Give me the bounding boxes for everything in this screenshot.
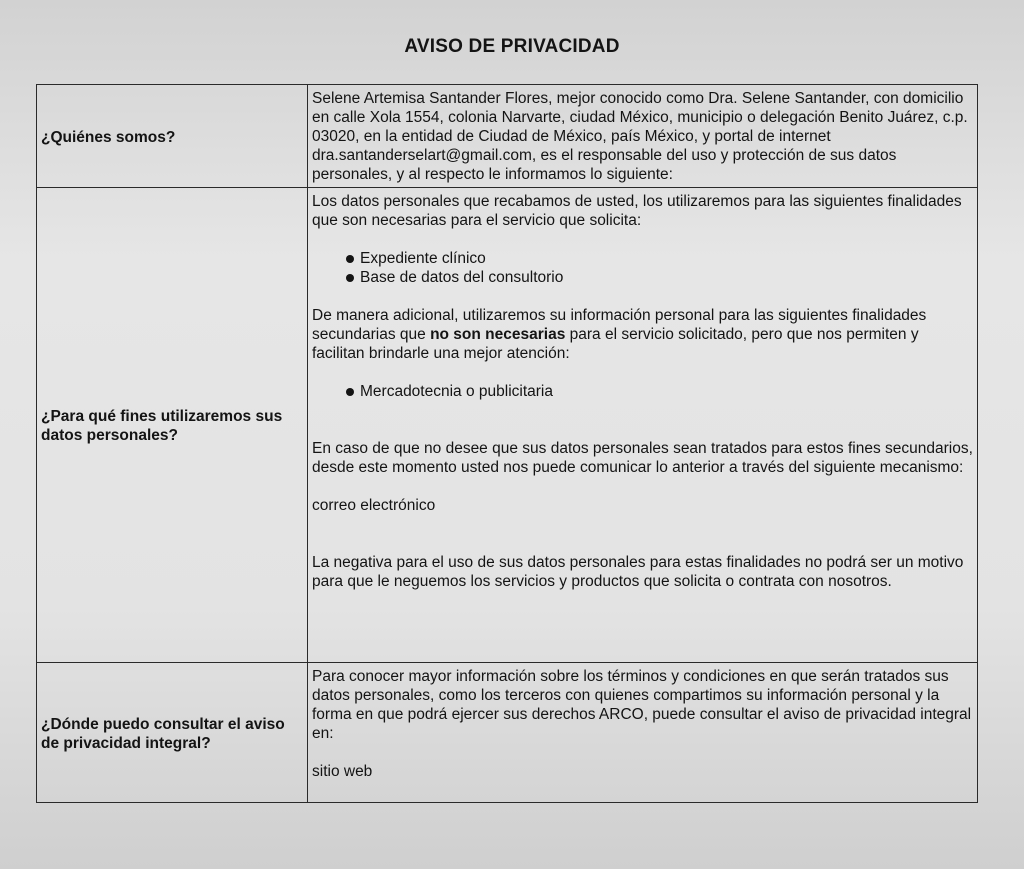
answer-who-text: Selene Artemisa Santander Flores, mejor conocido como Dra. Selene Santander, con domicilio en calle Xola 1554, colonia Narvarte, ciudad México, municipio o delegación Benito Juárez, c.p. 03020, en la entidad de Ciudad de México, país México, y portal de internet dra.santanderselart@gmail.com, es el responsable del uso y protección de sus datos personales, y al respecto le informamos lo siguiente: <box>312 90 968 183</box>
refusal-text: La negativa para el uso de sus datos personales para estas finalidades no podrá ser un motivo para que le neguemos los servicios y productos que solicita o contrata con nosotros. <box>312 554 964 590</box>
where-text: Para conocer mayor información sobre los términos y condiciones en que serán tratados sus datos personales, como los terceros con quienes compartimos su información personal y la forma en que podrá ejercer sus derechos ARCO, puede consultar el aviso de privacidad integral en: <box>312 668 972 742</box>
secondary-purposes-list <box>312 382 973 401</box>
list-item: Mercadotecnia o publicitaria <box>360 382 973 401</box>
answer-where <box>308 663 978 803</box>
question-purpose: ¿Para qué fines utilizaremos sus datos personales? <box>37 188 308 663</box>
row-purpose <box>37 188 978 663</box>
row-where <box>37 663 978 803</box>
secondary-intro-bold: no son necesarias <box>430 326 566 343</box>
list-item: Expediente clínico <box>360 249 973 268</box>
answer-who <box>308 85 978 188</box>
purpose-intro: Los datos personales que recabamos de usted, los utilizaremos para las siguientes finalidades que son necesarias para el servicio que solicita: <box>312 193 962 229</box>
secondary-intro-after: para el servicio solicitado, pero que nos permiten y facilitan brindarle una mejor atención: <box>312 326 919 362</box>
answer-purpose <box>308 188 978 663</box>
privacy-notice-table <box>36 84 978 803</box>
secondary-intro <box>312 306 973 363</box>
optout-mechanism: correo electrónico <box>312 497 436 514</box>
where-location: sitio web <box>312 763 373 780</box>
optout-text: En caso de que no desee que sus datos personales sean tratados para estos fines secundarios, desde este momento usted nos puede comunicar lo anterior a través del siguiente mecanismo: <box>312 440 973 476</box>
list-item: Base de datos del consultorio <box>360 268 973 287</box>
secondary-intro-before: De manera adicional, utilizaremos su información personal para las siguientes finalidades secundarias que <box>312 307 927 343</box>
primary-purposes-list <box>312 249 973 287</box>
row-who <box>37 85 978 188</box>
question-who: ¿Quiénes somos? <box>37 85 308 188</box>
question-where: ¿Dónde puedo consultar el aviso de privacidad integral? <box>37 663 308 803</box>
document-title: AVISO DE PRIVACIDAD <box>404 36 620 57</box>
